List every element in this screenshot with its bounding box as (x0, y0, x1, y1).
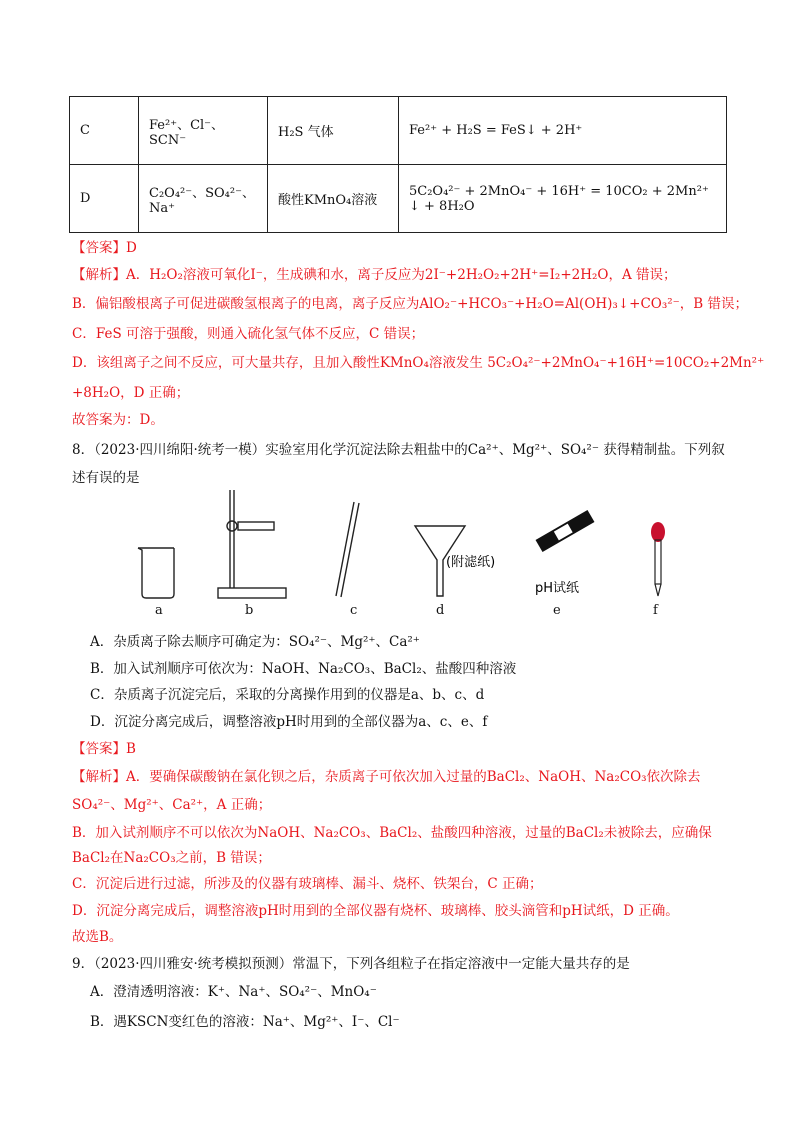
equation-cell: 5C₂O₄²⁻ + 2MnO₄⁻ + 16H⁺ = 10CO₂ + 2Mn²⁺ ↓ + 8H₂O (399, 165, 727, 233)
q7-analysis-d2: +8H₂O，D 正确； (72, 385, 190, 401)
option-cell: C (70, 97, 139, 165)
q8-stem: 8．（2023·四川绵阳·统考一模）实验室用化学沉淀法除去粗盐中的Ca²⁺、Mg²⁺、SO₄²⁻ 获得精制盐。下列叙 (72, 442, 725, 458)
q7-answer: 【答案】D (72, 240, 137, 256)
q8-analysis-a (72, 765, 701, 785)
analysis-line: A．要确保碳酸钠在氯化钡之后，杂质离子可依次加入过量的BaCl₂、NaOH、Na₂CO₃依次除去 (126, 769, 701, 785)
q8-analysis-a2: SO₄²⁻、Mg²⁺、Ca²⁺，A 正确； (72, 797, 272, 813)
q7-analysis-d: D．该组离子之间不反应，可大量共存，且加入酸性KMnO₄溶液发生 5C₂O₄²⁻+2MnO₄⁻+16H⁺=10CO₂+2Mn²⁺ (72, 355, 765, 371)
q8-stem-cont: 述有误的是 (72, 470, 140, 486)
q8-conclusion: 故选B。 (72, 929, 123, 945)
apparatus-label-c: c (350, 603, 358, 618)
q9-option-a: A．澄清透明溶液：K⁺、Na⁺、SO₄²⁻、MnO₄⁻ (90, 984, 377, 1000)
apparatus-label-e: e (553, 603, 561, 618)
apparatus-label-d: d (436, 603, 445, 618)
q8-analysis-b: B．加入试剂顺序不可以依次为NaOH、Na₂CO₃、BaCl₂、盐酸四种溶液，过量的BaCl₂未被除去，应确保 (72, 825, 712, 841)
q8-option-a: A．杂质离子除去顺序可确定为：SO₄²⁻、Mg²⁺、Ca²⁺ (90, 634, 420, 650)
reagent-cell: H₂S 气体 (268, 97, 399, 165)
q7-analysis-b: B．偏铝酸根离子可促进碳酸氢根离子的电离，离子反应为AlO₂⁻+HCO₃⁻+H₂O=Al(OH)₃↓+CO₃²⁻，B 错误； (72, 296, 749, 312)
q9-option-b: B．遇KSCN变红色的溶液：Na⁺、Mg²⁺、I⁻、Cl⁻ (90, 1014, 400, 1030)
analysis-label: 【解析】 (72, 769, 126, 785)
q8-analysis-b2: BaCl₂在Na₂CO₃之前，B 错误； (72, 850, 271, 866)
reagent-cell: 酸性KMnO₄溶液 (268, 165, 399, 233)
ions-cell: Fe²⁺、Cl⁻、SCN⁻ (139, 97, 268, 165)
q7-analysis-a (72, 263, 677, 283)
q8-analysis-d: D．沉淀分离完成后，调整溶液pH时用到的全部仪器有烧杯、玻璃棒、胶头滴管和pH试纸，D 正确。 (72, 903, 679, 919)
q8-answer: 【答案】B (72, 741, 136, 757)
analysis-label: 【解析】 (72, 267, 126, 283)
filter-note: (附滤纸) (446, 555, 496, 570)
q8-option-c: C．杂质离子沉淀完后，采取的分离操作用到的仪器是a、b、c、d (90, 687, 485, 703)
q8-analysis-c: C．沉淀后进行过滤，所涉及的仪器有玻璃棒、漏斗、烧杯、铁架台，C 正确； (72, 876, 543, 892)
ions-cell: C₂O₄²⁻、SO₄²⁻、Na⁺ (139, 165, 268, 233)
apparatus-label-a: a (155, 603, 163, 618)
ph-paper-label: pH试纸 (535, 581, 580, 596)
glass-rod-icon (336, 502, 359, 597)
options-table (69, 96, 727, 233)
apparatus-label-f: f (653, 603, 658, 618)
table-row (70, 165, 727, 233)
beaker-icon (138, 548, 174, 598)
q7-conclusion: 故答案为：D。 (72, 412, 164, 428)
table-row (70, 97, 727, 165)
iron-stand-icon (218, 490, 286, 598)
apparatus-figure (130, 488, 690, 616)
dropper-icon (651, 522, 665, 596)
q9-stem: 9．（2023·四川雅安·统考模拟预测）常温下，下列各组粒子在指定溶液中一定能大量共存的是 (72, 956, 630, 972)
analysis-line: A．H₂O₂溶液可氧化I⁻，生成碘和水，离子反应为2I⁻+2H₂O₂+2H⁺=I₂+2H₂O，A 错误； (126, 267, 677, 283)
equation-cell: Fe²⁺ + H₂S = FeS↓ + 2H⁺ (399, 97, 727, 165)
option-cell: D (70, 165, 139, 233)
q7-analysis-c: C．FeS 可溶于强酸，则通入硫化氢气体不反应，C 错误； (72, 326, 425, 342)
q8-option-d: D．沉淀分离完成后，调整溶液pH时用到的全部仪器为a、c、e、f (90, 714, 488, 730)
ph-paper-icon (536, 510, 595, 552)
q8-option-b: B．加入试剂顺序可依次为：NaOH、Na₂CO₃、BaCl₂、盐酸四种溶液 (90, 661, 517, 677)
apparatus-label-b: b (245, 603, 254, 618)
